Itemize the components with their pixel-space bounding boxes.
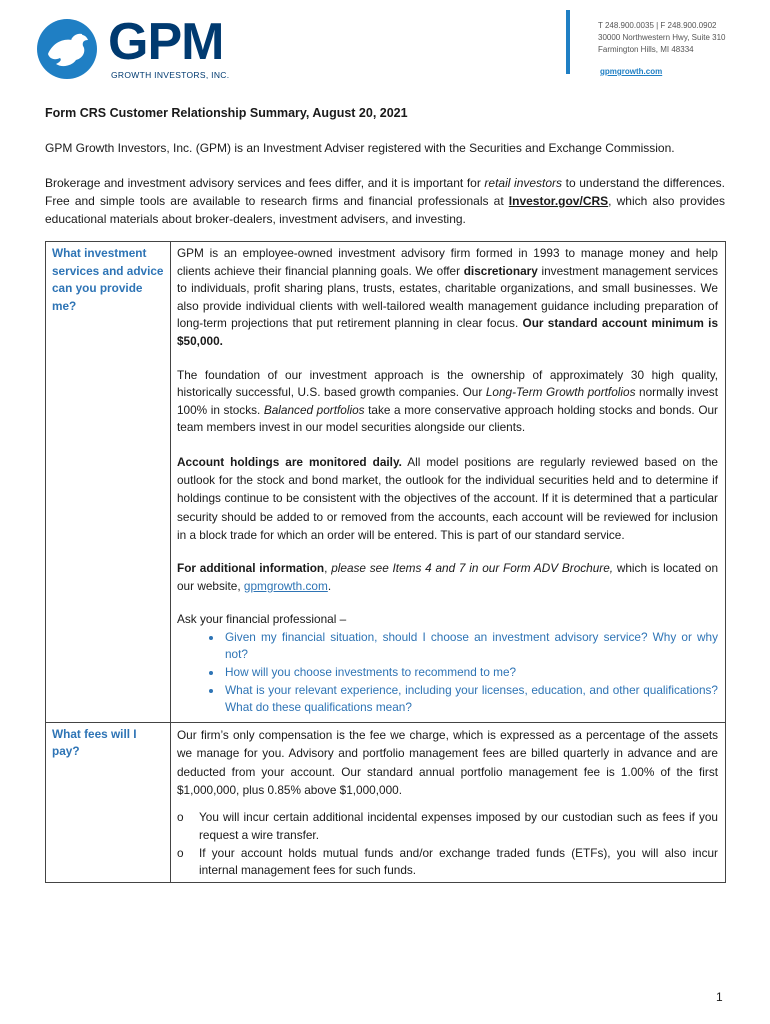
fees-list [177,809,718,879]
contact-block [598,20,725,78]
services-paragraph-4: For additional information, please see Items 4 and 7 in our Form ADV Brochure, which is located on our website, gpmgrowth.com. [177,560,719,593]
contact-phone: T 248.900.0035 | F 248.900.0902 [598,21,717,30]
bull-logo-icon [36,18,98,80]
services-paragraph-2: The foundation of our investment approach is the ownership of approximately 30 high quality, historically successful, U.S. based growth companies. Our Long-Term Growth portfolios normally invest 100% in stocks. Balanced portfolios take a more conservative approach holding stocks and bonds. Our team members invest in our model securities alongside our clients. [177,367,718,435]
page-number: 1 [716,990,723,1004]
gpmgrowth-link[interactable]: gpmgrowth.com [243,578,328,593]
intro-paragraph-2: Brokerage and investment advisory services and fees differ, and it is important for retail investors to understand the differences. Free and simple tools are available to research firms and financial professionals at Investor.gov/CRS, which also provides educational materials about broker-dealers, investment advisers, and investing. [45,176,725,226]
page-title: Form CRS Customer Relationship Summary, August 20, 2021 [45,106,408,120]
intro-paragraph-1: GPM Growth Investors, Inc. (GPM) is an Investment Adviser registered with the Securities and Exchange Commission. [45,141,675,155]
fees-question: What fees will I pay? [46,722,171,882]
logo-subtitle: GROWTH INVESTORS, INC. [111,70,230,80]
company-logo [36,13,256,80]
services-paragraph-1: GPM is an employee-owned investment advisory firm formed in 1993 to manage money and help clients achieve their financial planning goals. We offer discretionary investment management services to individuals, profit sharing plans, trusts, estates, charitable organizations, and small businesses. We also provide individual clients with well-tailored wealth management guidance including preparation of long-term projections that put retirement planning in clear focus. Our standard account minimum is $50,000. [177,246,719,348]
list-item: o You will incur certain additional incidental expenses imposed by our custodian such as fees if you request a wire transfer. [177,810,718,842]
website-link[interactable]: gpmgrowth.com [600,67,663,76]
list-item: • How will you choose investments to recommend to me? [223,664,718,682]
contact-city: Farmington Hills, MI 48334 [598,45,694,54]
list-item: • Given my financial situation, should I choose an investment advisory service? Why or why not? [223,629,718,664]
list-item: • What is your relevant experience, including your licenses, education, and other qualifications? What do these qualifications mean? [223,682,718,717]
investor-gov-link[interactable]: Investor.gov/CRS [508,194,609,208]
list-item: o If your account holds mutual funds and/or exchange traded funds (ETFs), you will also incur internal management fees for such funds. [177,845,718,878]
header-divider [566,10,570,74]
fees-row [46,722,726,882]
services-question: What investment services and advice can you provide me? [46,242,171,723]
fees-answer [171,722,726,882]
crs-table [45,241,726,883]
services-answer [171,242,726,723]
services-row [46,242,726,723]
fees-paragraph-1: Our firm’s only compensation is the fee we charge, which is expressed as a percentage of the assets we manage for you. Advisory and portfolio management fees are billed quarterly in advance and are deducted from your account. Our standard annual portfolio management fee is 1.00% of the first $1,000,000, plus 0.85% above $1,000,000. [177,727,718,797]
ask-intro: Ask your financial professional – [177,612,347,627]
contact-address: 30000 Northwestern Hwy, Suite 310 [598,33,726,42]
services-paragraph-3: Account holdings are monitored daily. All model positions are regularly reviewed based on the outlook for the stock and bond market, the outlook for the individual securities held and to determine if holdings continue to be consistent with the objectives of the account. If it is determined that a particular security should be added to or removed from the accounts, each account will be reviewed for inclusion in a block trade for which an order will be entered. This is part of our standard service. [177,454,718,542]
ask-questions-list [177,629,718,717]
logo-wordmark: GPM [108,13,224,71]
